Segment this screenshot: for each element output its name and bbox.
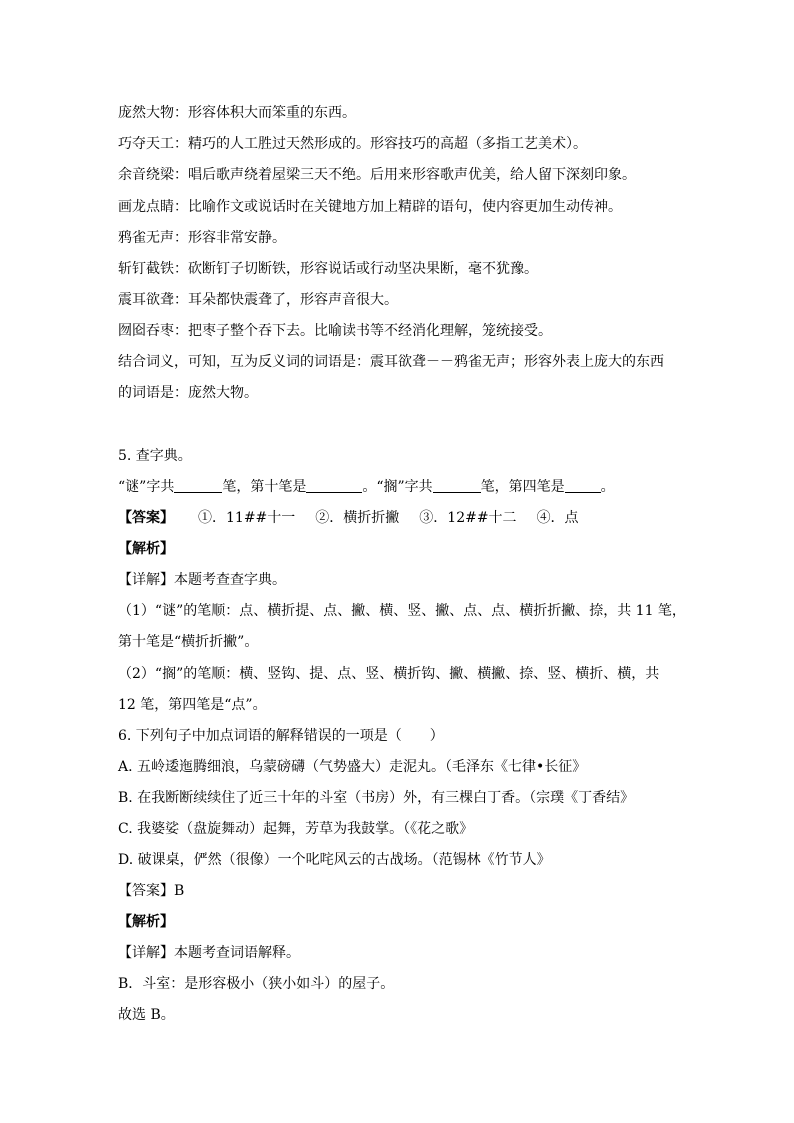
detail-line: 【详解】本题考查词语解释。	[118, 945, 300, 961]
option-b: B. 在我断断续续住了近三十年的斗室（书房）外，有三棵白丁香。（宗璞《丁香结》	[118, 790, 635, 806]
answer-item: ④．点	[536, 510, 579, 526]
question-5-prompt	[118, 477, 615, 497]
definition-line: 震耳欲聋：耳朵都快震聋了，形容声音很大。	[118, 292, 398, 308]
prompt-text: 。“搁”字共	[362, 479, 433, 495]
explanation-line: （2）“搁”的笔顺：横、竖钩、提、点、竖、横折钩、撇、横撇、捺、竖、横折、横，共	[118, 666, 660, 682]
answer-blank	[174, 478, 222, 493]
definition-line: 巧夺天工：精巧的人工胜过天然形成的。形容技巧的高超（多指工艺美术）。	[118, 136, 587, 152]
explanation-line: 12 笔，第四笔是“点”。	[118, 697, 267, 713]
definition-line: 余音绕梁：唱后歌声绕着屋梁三天不绝。后用来形容歌声优美，给人留下深刻印象。	[118, 167, 636, 183]
detail-line: 【详解】本题考查查字典。	[118, 572, 286, 588]
definition-line: 囫囵吞枣：把枣子整个吞下去。比喻读书等不经消化理解，笼统接受。	[118, 323, 552, 339]
answer-blank	[565, 478, 601, 493]
option-d: D. 破课桌，俨然（很像）一个叱咤风云的古战场。（范锡林《竹节人》	[118, 852, 551, 868]
prompt-text: 笔，第十笔是	[222, 479, 307, 495]
prompt-text: 。	[600, 479, 615, 495]
option-c: C. 我婆娑（盘旋舞动）起舞，芳草为我鼓掌。（《花之歌》	[118, 821, 474, 837]
definition-line: 画龙点睛：比喻作文或说话时在关键地方加上精辟的语句，使内容更加生动传神。	[118, 199, 622, 215]
explanation-line: （1）“谜”的笔顺：点、横折提、点、撇、横、竖、撇、点、点、横折折撇、捺，共 11 笔，	[118, 603, 686, 619]
answer-item: ①．11##十一	[198, 510, 296, 526]
explanation-line: B．斗室：是形容极小（狭小如斗）的屋子。	[118, 976, 395, 992]
answer-blank	[306, 478, 362, 493]
explanation-line: 第十笔是“横折折撇”。	[118, 634, 259, 650]
final-answer-line: 故选 B。	[118, 1007, 175, 1023]
analysis-label: 【解析】	[118, 914, 174, 930]
conclusion-line: 的词语是：庞然大物。	[118, 385, 258, 401]
definition-line: 庞然大物：形容体积大而笨重的东西。	[118, 105, 356, 121]
prompt-text: “谜”字共	[118, 479, 175, 495]
answer-blank	[433, 478, 481, 493]
conclusion-line: 结合词义，可知，互为反义词的词语是：震耳欲聋－－鸦雀无声；形容外表上庞大的东西	[118, 354, 664, 370]
question-6-title: 6. 下列句子中加点词语的解释错误的一项是（ ）	[118, 728, 444, 744]
answer-item: ③．12##十二	[419, 510, 517, 526]
question-5-answer	[118, 508, 579, 528]
answer-item: ②．横折折撇	[315, 510, 400, 526]
prompt-text: 笔，第四笔是	[480, 479, 565, 495]
analysis-label: 【解析】	[118, 541, 174, 557]
question-6-answer: 【答案】B	[118, 883, 185, 899]
definition-line: 斩钉截铁：砍断钉子切断铁，形容说话或行动坚决果断，毫不犹豫。	[118, 261, 538, 277]
definition-line: 鸦雀无声：形容非常安静。	[118, 230, 286, 246]
question-5-title: 5. 查字典。	[118, 448, 192, 464]
option-a: A. 五岭逶迤腾细浪，乌蒙磅礴（气势盛大）走泥丸。（毛泽东《七律•长征》	[118, 759, 587, 775]
answer-label: 【答案】	[118, 510, 174, 526]
